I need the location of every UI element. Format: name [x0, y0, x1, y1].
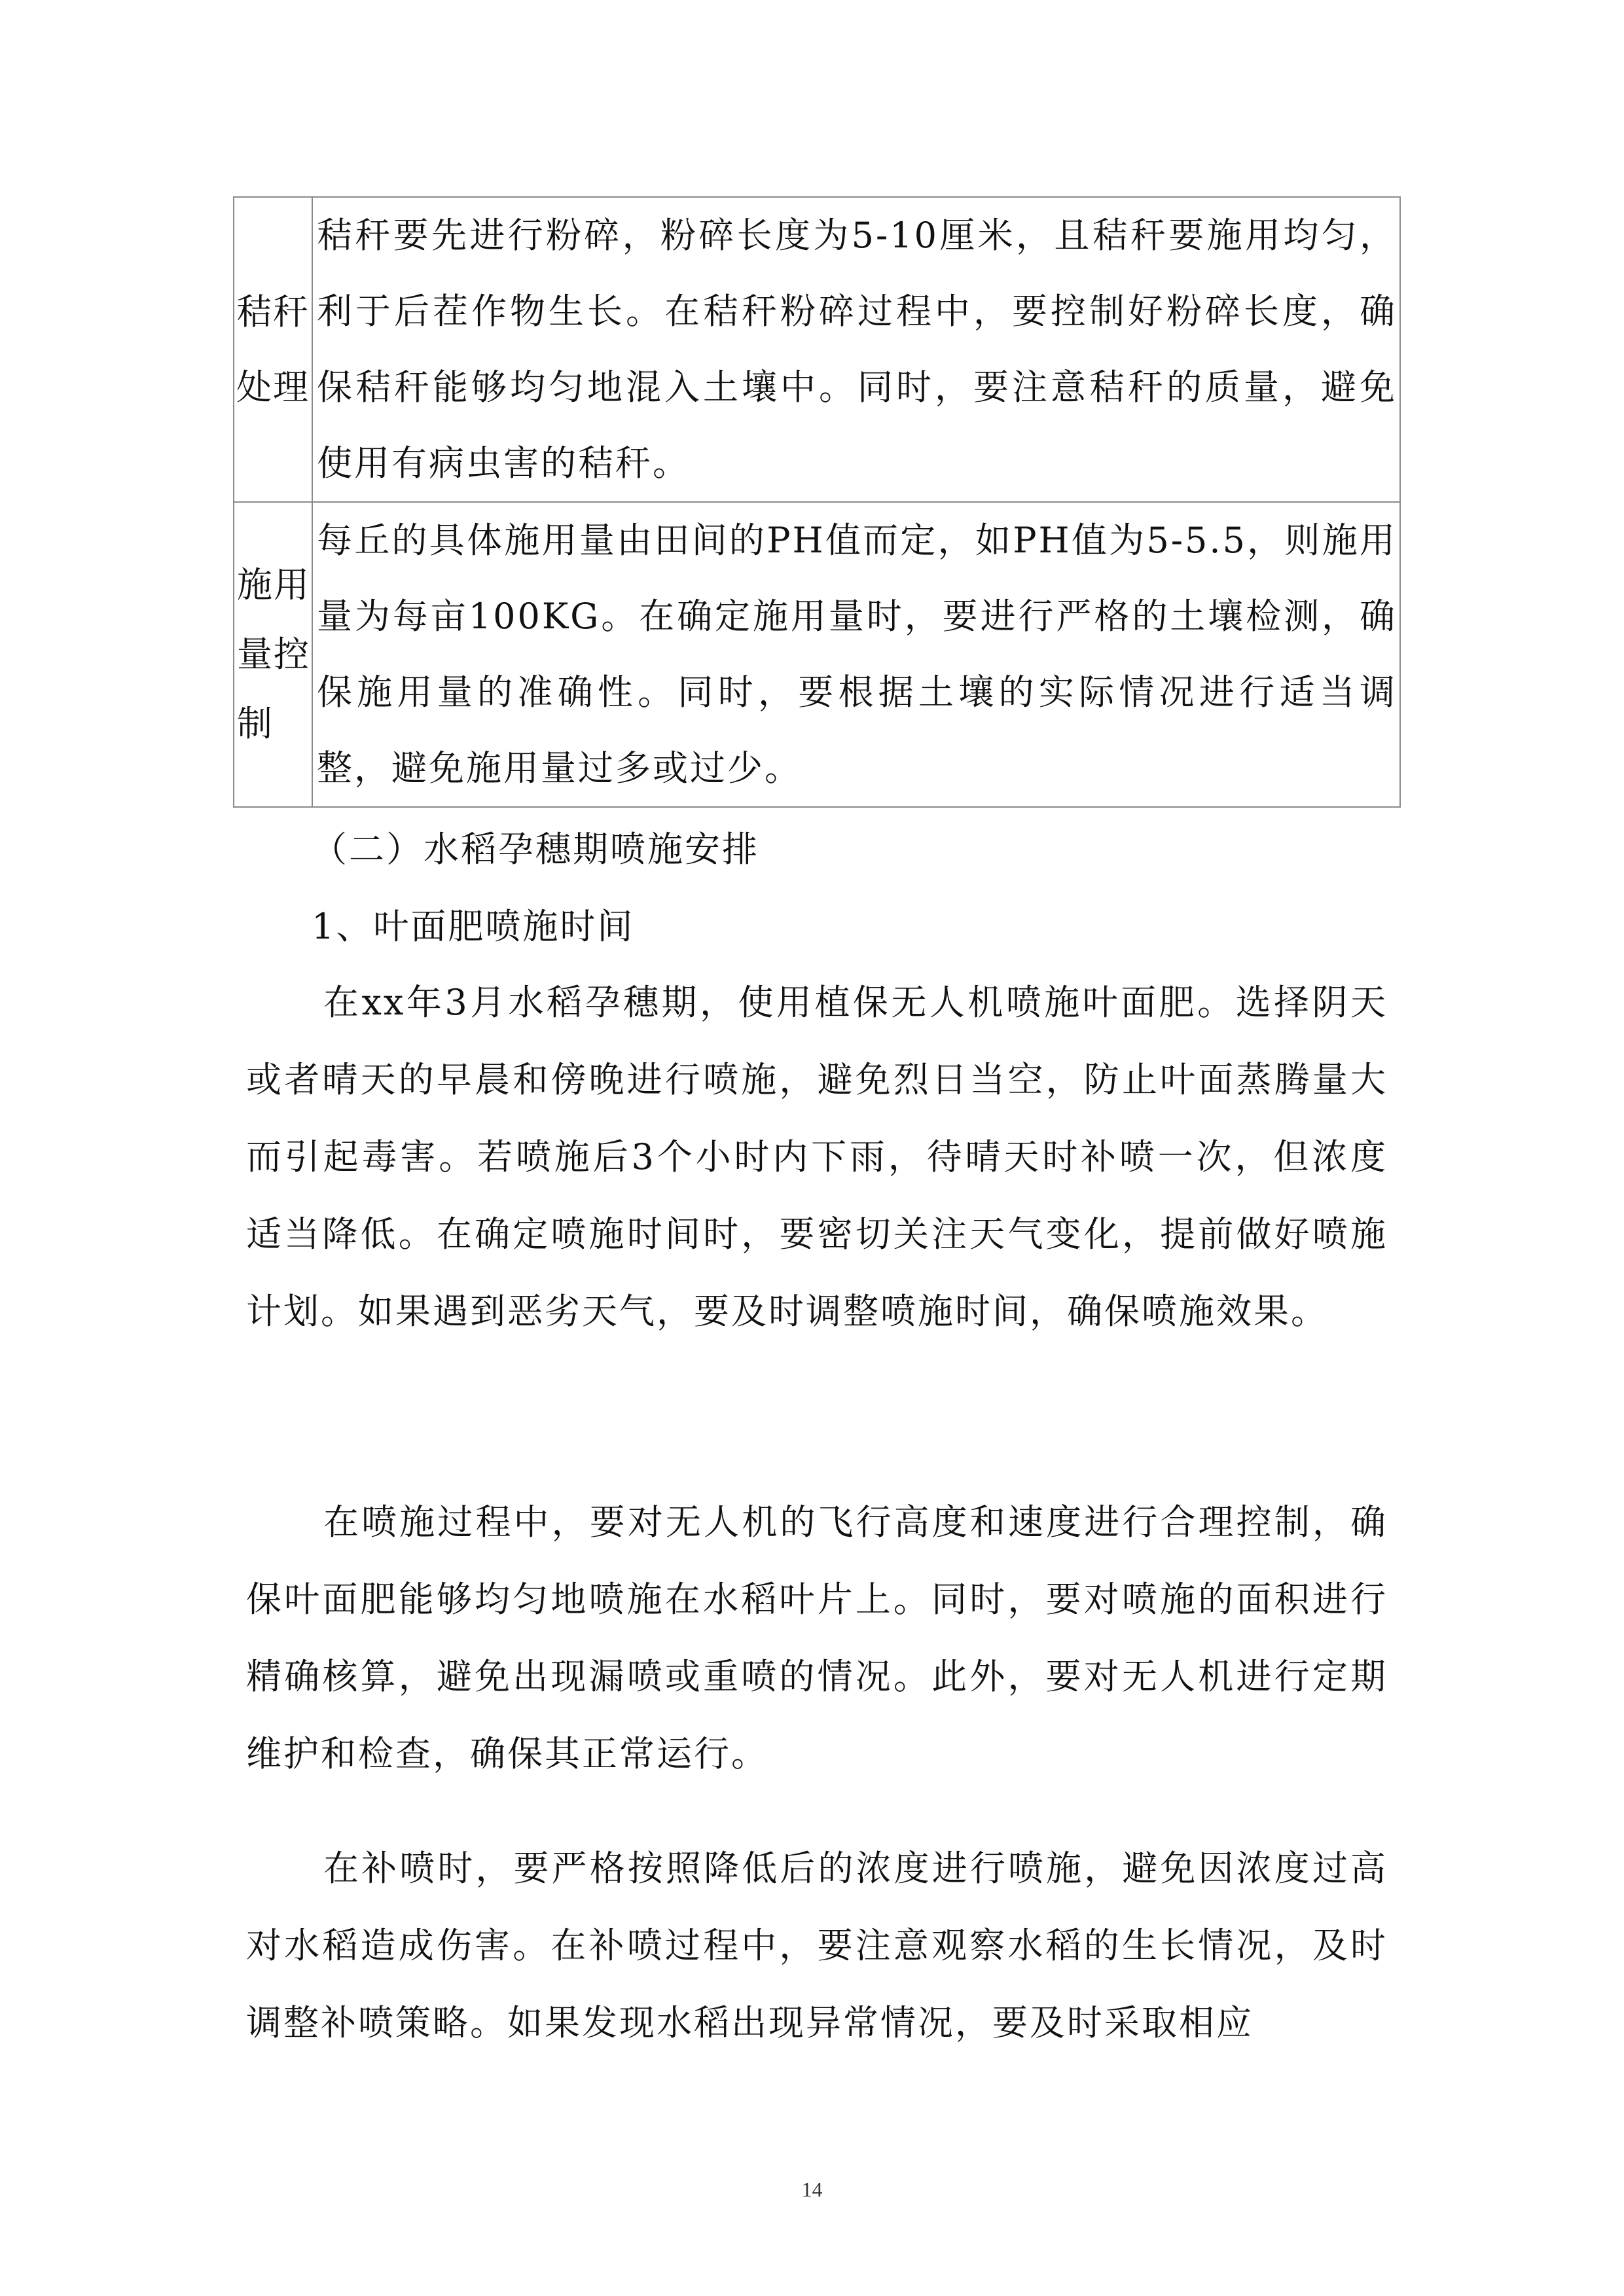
- page-number: 14: [801, 2178, 823, 2201]
- section-heading: （二）水稻孕穗期喷施安排: [312, 829, 759, 870]
- row-header-line: 施用: [237, 564, 310, 605]
- table-cell-text: 每丘的具体施用量由田间的PH值而定，如PH值为5-5.5，则施用量为每亩100KG。在确定施用量时，要进行严格的土壤检测，确保施用量的准确性。同时，要根据土壤的实际情况进行适当调整，避免施用量过多或过少。: [312, 502, 1400, 807]
- paragraph: 在xx年3月水稻孕穗期，使用植保无人机喷施叶面肥。选择阴天或者晴天的早晨和傍晚进行喷施，避免烈日当空，防止叶面蒸腾量大而引起毒害。若喷施后3个小时内下雨，待晴天时补喷一次，但浓度适当降低。在确定喷施时间时，要密切关注天气变化，提前做好喷施计划。如果遇到恶劣天气，要及时调整喷施时间，确保喷施效果。: [246, 982, 1388, 1332]
- paragraph: 在喷施过程中，要对无人机的飞行高度和速度进行合理控制，确保叶面肥能够均匀地喷施在水稻叶片上。同时，要对喷施的面积进行精确核算，避免出现漏喷或重喷的情况。此外，要对无人机进行定期维护和检查，确保其正常运行。: [246, 1501, 1388, 1774]
- table-cell-text: 秸秆要先进行粉碎，粉碎长度为5-10厘米，且秸秆要施用均匀，利于后茬作物生长。在秸秆粉碎过程中，要控制好粉碎长度，确保秸秆能够均匀地混入土壤中。同时，要注意秸秆的质量，避免使用有病虫害的秸秆。: [312, 197, 1400, 502]
- table-row: [234, 502, 1400, 807]
- content-table: [233, 196, 1401, 808]
- sub-heading: 1、叶面肥喷施时间: [312, 906, 635, 947]
- row-header-line: 量控: [237, 634, 310, 675]
- table-row-header: [234, 197, 312, 502]
- table-row-header: [234, 502, 312, 807]
- row-header-line: 制: [237, 703, 274, 744]
- row-header-line: 秸秆: [236, 291, 310, 332]
- paragraph: 在补喷时，要严格按照降低后的浓度进行喷施，避免因浓度过高对水稻造成伤害。在补喷过程中，要注意观察水稻的生长情况，及时调整补喷策略。如果发现水稻出现异常情况，要及时采取相应: [246, 1848, 1388, 2043]
- table-row: [234, 197, 1400, 502]
- row-header-line: 处理: [236, 367, 310, 408]
